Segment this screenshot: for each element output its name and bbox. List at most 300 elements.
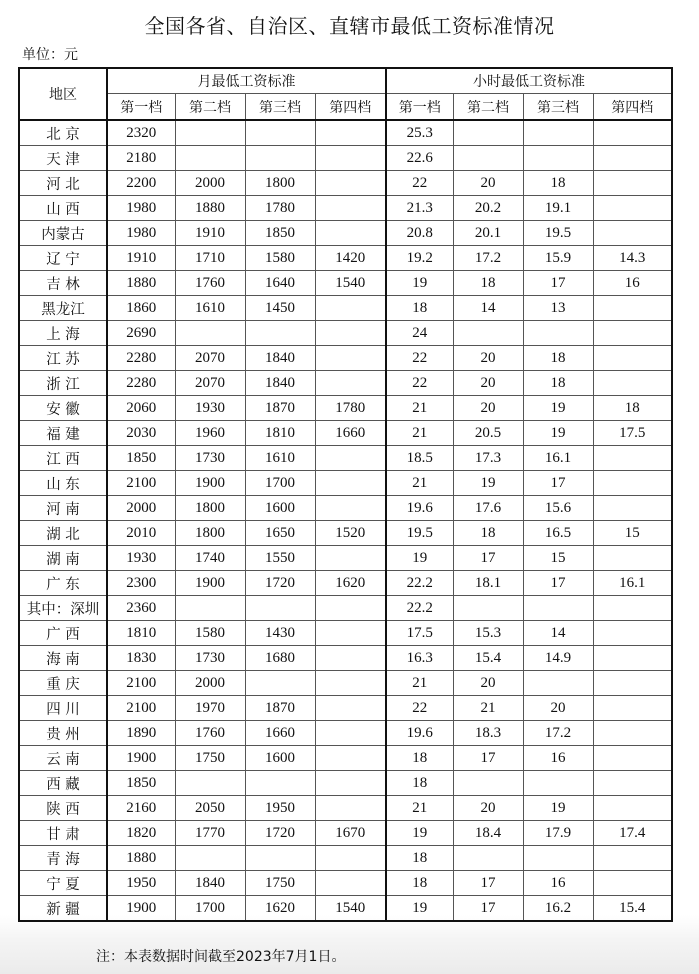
hourly-tier-4-cell xyxy=(593,321,672,346)
monthly-tier-4-cell xyxy=(315,696,386,721)
monthly-tier-4-cell xyxy=(315,796,386,821)
region-cell: 湖 北 xyxy=(19,521,107,546)
hourly-tier-2-cell xyxy=(453,120,523,146)
monthly-tier-3-cell xyxy=(245,671,315,696)
monthly-tier-4-cell xyxy=(315,871,386,896)
region-cell: 云 南 xyxy=(19,746,107,771)
hourly-tier-1-cell: 20.8 xyxy=(386,221,453,246)
hourly-tier-3-cell xyxy=(523,120,593,146)
region-cell: 江 苏 xyxy=(19,346,107,371)
monthly-tier-1-cell: 2060 xyxy=(107,396,175,421)
hourly-tier-4-cell xyxy=(593,120,672,146)
table-row xyxy=(19,321,672,346)
hourly-tier-2-cell: 20 xyxy=(453,796,523,821)
hourly-tier-2-cell: 17 xyxy=(453,746,523,771)
monthly-tier-4-cell: 1540 xyxy=(315,271,386,296)
monthly-tier-1-cell: 1850 xyxy=(107,771,175,796)
monthly-tier-1-cell: 2280 xyxy=(107,346,175,371)
hourly-tier-3-cell: 16 xyxy=(523,746,593,771)
region-cell: 浙 江 xyxy=(19,371,107,396)
monthly-tier-2-cell: 1700 xyxy=(175,896,245,922)
monthly-tier-2-cell: 1610 xyxy=(175,296,245,321)
monthly-tier-1-cell: 2690 xyxy=(107,321,175,346)
monthly-tier-3-cell: 1720 xyxy=(245,571,315,596)
monthly-tier-1-cell: 2100 xyxy=(107,471,175,496)
monthly-tier-1-header: 第一档 xyxy=(107,94,175,121)
monthly-tier-1-cell: 1980 xyxy=(107,221,175,246)
minimum-wage-table xyxy=(18,67,673,922)
hourly-tier-2-cell: 20 xyxy=(453,346,523,371)
hourly-tier-4-cell xyxy=(593,746,672,771)
hourly-tier-4-cell: 16 xyxy=(593,271,672,296)
monthly-tier-4-cell: 1420 xyxy=(315,246,386,271)
hourly-tier-4-cell xyxy=(593,871,672,896)
monthly-tier-1-cell: 2100 xyxy=(107,696,175,721)
monthly-tier-4-header: 第四档 xyxy=(315,94,386,121)
region-cell: 内蒙古 xyxy=(19,221,107,246)
monthly-tier-1-cell: 2360 xyxy=(107,596,175,621)
region-cell: 陕 西 xyxy=(19,796,107,821)
monthly-tier-3-cell: 1780 xyxy=(245,196,315,221)
table-row xyxy=(19,471,672,496)
monthly-tier-2-cell: 1800 xyxy=(175,521,245,546)
hourly-tier-2-cell: 20 xyxy=(453,371,523,396)
monthly-tier-3-cell: 1660 xyxy=(245,721,315,746)
region-cell: 河 北 xyxy=(19,171,107,196)
monthly-tier-2-cell: 1930 xyxy=(175,396,245,421)
monthly-tier-3-cell: 1450 xyxy=(245,296,315,321)
table-row xyxy=(19,821,672,846)
region-header: 地区 xyxy=(19,68,107,120)
monthly-tier-1-cell: 2030 xyxy=(107,421,175,446)
region-cell: 重 庆 xyxy=(19,671,107,696)
hourly-tier-1-cell: 22.2 xyxy=(386,571,453,596)
table-row xyxy=(19,896,672,922)
monthly-tier-2-cell: 1900 xyxy=(175,471,245,496)
table-row xyxy=(19,421,672,446)
hourly-tier-3-cell: 18 xyxy=(523,346,593,371)
hourly-tier-3-cell: 19 xyxy=(523,796,593,821)
monthly-tier-1-cell: 1810 xyxy=(107,621,175,646)
hourly-tier-2-cell xyxy=(453,146,523,171)
monthly-tier-2-cell: 1910 xyxy=(175,221,245,246)
monthly-tier-2-cell xyxy=(175,596,245,621)
monthly-tier-4-cell xyxy=(315,471,386,496)
monthly-tier-2-cell: 1580 xyxy=(175,621,245,646)
hourly-tier-1-cell: 21 xyxy=(386,796,453,821)
hourly-tier-4-cell xyxy=(593,721,672,746)
monthly-tier-2-cell: 1800 xyxy=(175,496,245,521)
monthly-tier-4-cell xyxy=(315,771,386,796)
monthly-tier-4-cell xyxy=(315,171,386,196)
monthly-tier-3-cell: 1680 xyxy=(245,646,315,671)
hourly-tier-3-cell: 18 xyxy=(523,371,593,396)
hourly-tier-2-cell: 20.2 xyxy=(453,196,523,221)
monthly-tier-3-cell xyxy=(245,321,315,346)
table-row xyxy=(19,771,672,796)
region-cell: 四 川 xyxy=(19,696,107,721)
monthly-tier-2-cell: 1730 xyxy=(175,446,245,471)
monthly-tier-2-cell: 1760 xyxy=(175,721,245,746)
hourly-tier-3-cell: 17.2 xyxy=(523,721,593,746)
hourly-tier-2-cell: 18.3 xyxy=(453,721,523,746)
table-row xyxy=(19,120,672,146)
region-cell: 河 南 xyxy=(19,496,107,521)
hourly-tier-4-cell: 15.4 xyxy=(593,896,672,922)
table-row xyxy=(19,496,672,521)
hourly-tier-1-cell: 18.5 xyxy=(386,446,453,471)
hourly-tier-3-cell: 16.2 xyxy=(523,896,593,922)
table-body xyxy=(19,120,672,921)
region-cell: 其中：深圳 xyxy=(19,596,107,621)
monthly-tier-4-cell xyxy=(315,321,386,346)
hourly-tier-2-cell xyxy=(453,321,523,346)
hourly-tier-2-cell: 17 xyxy=(453,546,523,571)
hourly-tier-3-cell xyxy=(523,846,593,871)
region-cell: 广 西 xyxy=(19,621,107,646)
monthly-tier-2-cell: 1740 xyxy=(175,546,245,571)
hourly-tier-4-header: 第四档 xyxy=(593,94,672,121)
monthly-tier-2-cell xyxy=(175,771,245,796)
monthly-tier-1-cell: 1900 xyxy=(107,896,175,922)
monthly-tier-3-cell: 1840 xyxy=(245,346,315,371)
header-row-tiers xyxy=(19,94,672,121)
monthly-tier-3-cell xyxy=(245,771,315,796)
monthly-tier-4-cell xyxy=(315,446,386,471)
hourly-tier-2-cell: 20 xyxy=(453,671,523,696)
monthly-tier-4-cell: 1540 xyxy=(315,896,386,922)
monthly-tier-4-cell xyxy=(315,196,386,221)
monthly-tier-1-cell: 2320 xyxy=(107,120,175,146)
hourly-tier-3-cell: 18 xyxy=(523,171,593,196)
hourly-tier-4-cell xyxy=(593,671,672,696)
hourly-tier-2-cell: 17.2 xyxy=(453,246,523,271)
monthly-tier-1-cell: 2010 xyxy=(107,521,175,546)
hourly-tier-2-cell: 18 xyxy=(453,521,523,546)
hourly-tier-4-cell: 15 xyxy=(593,521,672,546)
region-cell: 甘 肃 xyxy=(19,821,107,846)
table-row xyxy=(19,646,672,671)
hourly-tier-4-cell xyxy=(593,771,672,796)
hourly-tier-4-cell: 17.4 xyxy=(593,821,672,846)
hourly-tier-4-cell xyxy=(593,146,672,171)
hourly-tier-2-cell xyxy=(453,596,523,621)
table-row xyxy=(19,271,672,296)
monthly-tier-3-cell: 1810 xyxy=(245,421,315,446)
table-row xyxy=(19,871,672,896)
hourly-tier-3-cell: 13 xyxy=(523,296,593,321)
hourly-tier-4-cell xyxy=(593,371,672,396)
monthly-tier-2-cell: 1900 xyxy=(175,571,245,596)
hourly-tier-4-cell xyxy=(593,846,672,871)
hourly-tier-1-cell: 18 xyxy=(386,746,453,771)
table-row xyxy=(19,371,672,396)
hourly-tier-2-cell: 20 xyxy=(453,171,523,196)
hourly-tier-3-cell: 15 xyxy=(523,546,593,571)
hourly-tier-3-cell: 19 xyxy=(523,396,593,421)
hourly-tier-1-cell: 18 xyxy=(386,846,453,871)
monthly-tier-3-cell: 1870 xyxy=(245,396,315,421)
hourly-tier-4-cell xyxy=(593,621,672,646)
monthly-tier-4-cell xyxy=(315,621,386,646)
hourly-tier-3-cell: 19.1 xyxy=(523,196,593,221)
hourly-tier-2-cell xyxy=(453,846,523,871)
header-row-groups xyxy=(19,68,672,94)
monthly-tier-2-cell: 1840 xyxy=(175,871,245,896)
monthly-tier-3-cell: 1750 xyxy=(245,871,315,896)
hourly-tier-4-cell xyxy=(593,796,672,821)
hourly-tier-2-cell: 17.3 xyxy=(453,446,523,471)
hourly-tier-3-header: 第三档 xyxy=(523,94,593,121)
monthly-tier-4-cell xyxy=(315,296,386,321)
table-row xyxy=(19,196,672,221)
hourly-tier-4-cell xyxy=(593,346,672,371)
hourly-tier-2-header: 第二档 xyxy=(453,94,523,121)
hourly-tier-4-cell: 16.1 xyxy=(593,571,672,596)
table-row xyxy=(19,296,672,321)
monthly-tier-4-cell xyxy=(315,346,386,371)
region-cell: 天 津 xyxy=(19,146,107,171)
monthly-tier-3-cell: 1950 xyxy=(245,796,315,821)
table-row xyxy=(19,521,672,546)
monthly-tier-1-cell: 1930 xyxy=(107,546,175,571)
hourly-tier-1-cell: 16.3 xyxy=(386,646,453,671)
table-row xyxy=(19,246,672,271)
monthly-tier-4-cell xyxy=(315,721,386,746)
hourly-tier-3-cell: 16.1 xyxy=(523,446,593,471)
table-row xyxy=(19,621,672,646)
hourly-tier-1-cell: 18 xyxy=(386,771,453,796)
hourly-tier-2-cell: 21 xyxy=(453,696,523,721)
region-cell: 海 南 xyxy=(19,646,107,671)
region-cell: 辽 宁 xyxy=(19,246,107,271)
region-cell: 江 西 xyxy=(19,446,107,471)
table-row xyxy=(19,146,672,171)
hourly-tier-3-cell xyxy=(523,771,593,796)
monthly-group-header: 月最低工资标准 xyxy=(107,68,386,94)
table-row xyxy=(19,396,672,421)
hourly-tier-3-cell: 19.5 xyxy=(523,221,593,246)
hourly-tier-1-cell: 21.3 xyxy=(386,196,453,221)
monthly-tier-2-cell: 1710 xyxy=(175,246,245,271)
hourly-tier-3-cell: 20 xyxy=(523,696,593,721)
hourly-tier-4-cell xyxy=(593,221,672,246)
monthly-tier-2-cell: 1750 xyxy=(175,746,245,771)
monthly-tier-4-cell xyxy=(315,221,386,246)
hourly-tier-3-cell xyxy=(523,146,593,171)
monthly-tier-1-cell: 1910 xyxy=(107,246,175,271)
monthly-tier-1-cell: 1860 xyxy=(107,296,175,321)
hourly-tier-1-cell: 22 xyxy=(386,696,453,721)
hourly-tier-1-cell: 19 xyxy=(386,271,453,296)
monthly-tier-4-cell xyxy=(315,546,386,571)
monthly-tier-4-cell xyxy=(315,596,386,621)
hourly-tier-3-cell xyxy=(523,671,593,696)
hourly-tier-3-cell: 14 xyxy=(523,621,593,646)
hourly-tier-1-cell: 24 xyxy=(386,321,453,346)
monthly-tier-3-cell: 1600 xyxy=(245,746,315,771)
region-cell: 北 京 xyxy=(19,120,107,146)
monthly-tier-3-cell: 1870 xyxy=(245,696,315,721)
hourly-tier-3-cell: 19 xyxy=(523,421,593,446)
region-cell: 宁 夏 xyxy=(19,871,107,896)
monthly-tier-4-cell xyxy=(315,496,386,521)
hourly-tier-1-cell: 22.6 xyxy=(386,146,453,171)
hourly-tier-1-cell: 22 xyxy=(386,371,453,396)
hourly-tier-3-cell xyxy=(523,596,593,621)
hourly-tier-4-cell xyxy=(593,296,672,321)
hourly-tier-3-cell: 17 xyxy=(523,471,593,496)
hourly-tier-1-cell: 17.5 xyxy=(386,621,453,646)
hourly-tier-4-cell xyxy=(593,496,672,521)
hourly-tier-1-cell: 19 xyxy=(386,896,453,922)
hourly-tier-2-cell: 17 xyxy=(453,896,523,922)
region-cell: 上 海 xyxy=(19,321,107,346)
table-row xyxy=(19,221,672,246)
table-row xyxy=(19,346,672,371)
hourly-tier-4-cell xyxy=(593,696,672,721)
monthly-tier-2-cell: 2070 xyxy=(175,346,245,371)
monthly-tier-3-cell: 1550 xyxy=(245,546,315,571)
region-cell: 黑龙江 xyxy=(19,296,107,321)
monthly-tier-3-header: 第三档 xyxy=(245,94,315,121)
hourly-group-header: 小时最低工资标准 xyxy=(386,68,672,94)
hourly-tier-1-cell: 21 xyxy=(386,421,453,446)
table-row xyxy=(19,446,672,471)
monthly-tier-2-cell xyxy=(175,146,245,171)
monthly-tier-2-cell: 1760 xyxy=(175,271,245,296)
hourly-tier-1-cell: 21 xyxy=(386,396,453,421)
table-row xyxy=(19,696,672,721)
hourly-tier-4-cell: 18 xyxy=(593,396,672,421)
monthly-tier-1-cell: 1950 xyxy=(107,871,175,896)
monthly-tier-2-cell: 2050 xyxy=(175,796,245,821)
hourly-tier-3-cell: 15.6 xyxy=(523,496,593,521)
hourly-tier-2-cell: 14 xyxy=(453,296,523,321)
monthly-tier-3-cell xyxy=(245,120,315,146)
monthly-tier-4-cell: 1670 xyxy=(315,821,386,846)
monthly-tier-2-cell: 1970 xyxy=(175,696,245,721)
hourly-tier-3-cell: 16.5 xyxy=(523,521,593,546)
monthly-tier-1-cell: 1880 xyxy=(107,846,175,871)
region-cell: 新 疆 xyxy=(19,896,107,922)
monthly-tier-1-cell: 1890 xyxy=(107,721,175,746)
monthly-tier-1-cell: 2100 xyxy=(107,671,175,696)
monthly-tier-4-cell: 1620 xyxy=(315,571,386,596)
monthly-tier-1-cell: 1820 xyxy=(107,821,175,846)
hourly-tier-2-cell xyxy=(453,771,523,796)
monthly-tier-2-cell xyxy=(175,846,245,871)
monthly-tier-1-cell: 1900 xyxy=(107,746,175,771)
table-row xyxy=(19,596,672,621)
hourly-tier-3-cell: 17 xyxy=(523,271,593,296)
hourly-tier-1-cell: 19.5 xyxy=(386,521,453,546)
monthly-tier-4-cell: 1520 xyxy=(315,521,386,546)
region-cell: 山 西 xyxy=(19,196,107,221)
monthly-tier-3-cell: 1430 xyxy=(245,621,315,646)
monthly-tier-1-cell: 1850 xyxy=(107,446,175,471)
monthly-tier-3-cell: 1610 xyxy=(245,446,315,471)
hourly-tier-1-cell: 22 xyxy=(386,346,453,371)
hourly-tier-2-cell: 20 xyxy=(453,396,523,421)
hourly-tier-4-cell xyxy=(593,646,672,671)
monthly-tier-3-cell: 1640 xyxy=(245,271,315,296)
monthly-tier-1-cell: 2000 xyxy=(107,496,175,521)
hourly-tier-3-cell: 17.9 xyxy=(523,821,593,846)
hourly-tier-2-cell: 17.6 xyxy=(453,496,523,521)
hourly-tier-1-cell: 21 xyxy=(386,671,453,696)
monthly-tier-2-cell: 1770 xyxy=(175,821,245,846)
monthly-tier-1-cell: 2160 xyxy=(107,796,175,821)
monthly-tier-3-cell xyxy=(245,146,315,171)
hourly-tier-3-cell: 17 xyxy=(523,571,593,596)
monthly-tier-1-cell: 1880 xyxy=(107,271,175,296)
monthly-tier-2-header: 第二档 xyxy=(175,94,245,121)
table-row xyxy=(19,171,672,196)
hourly-tier-1-cell: 19.6 xyxy=(386,721,453,746)
monthly-tier-2-cell: 2000 xyxy=(175,171,245,196)
monthly-tier-4-cell: 1660 xyxy=(315,421,386,446)
monthly-tier-4-cell xyxy=(315,371,386,396)
monthly-tier-1-cell: 2180 xyxy=(107,146,175,171)
table-row xyxy=(19,846,672,871)
hourly-tier-2-cell: 18 xyxy=(453,271,523,296)
table-row xyxy=(19,571,672,596)
region-cell: 安 徽 xyxy=(19,396,107,421)
hourly-tier-1-cell: 19.6 xyxy=(386,496,453,521)
hourly-tier-2-cell: 18.1 xyxy=(453,571,523,596)
footnote: 注：本表数据时间截至2023年7月1日。 xyxy=(96,949,346,965)
hourly-tier-1-cell: 21 xyxy=(386,471,453,496)
hourly-tier-1-cell: 22 xyxy=(386,171,453,196)
region-cell: 山 东 xyxy=(19,471,107,496)
hourly-tier-3-cell: 16 xyxy=(523,871,593,896)
monthly-tier-2-cell xyxy=(175,321,245,346)
monthly-tier-4-cell xyxy=(315,120,386,146)
region-cell: 广 东 xyxy=(19,571,107,596)
monthly-tier-4-cell: 1780 xyxy=(315,396,386,421)
hourly-tier-1-header: 第一档 xyxy=(386,94,453,121)
page-title: 全国各省、自治区、直辖市最低工资标准情况 xyxy=(144,14,555,38)
monthly-tier-1-cell: 1980 xyxy=(107,196,175,221)
monthly-tier-4-cell xyxy=(315,646,386,671)
monthly-tier-1-cell: 2280 xyxy=(107,371,175,396)
region-cell: 福 建 xyxy=(19,421,107,446)
hourly-tier-1-cell: 18 xyxy=(386,296,453,321)
table-row xyxy=(19,546,672,571)
monthly-tier-3-cell: 1580 xyxy=(245,246,315,271)
monthly-tier-3-cell: 1650 xyxy=(245,521,315,546)
monthly-tier-2-cell: 2000 xyxy=(175,671,245,696)
monthly-tier-1-cell: 2200 xyxy=(107,171,175,196)
monthly-tier-4-cell xyxy=(315,671,386,696)
region-cell: 西 藏 xyxy=(19,771,107,796)
hourly-tier-2-cell: 15.4 xyxy=(453,646,523,671)
monthly-tier-4-cell xyxy=(315,846,386,871)
hourly-tier-4-cell xyxy=(593,171,672,196)
hourly-tier-2-cell: 20.1 xyxy=(453,221,523,246)
hourly-tier-4-cell: 17.5 xyxy=(593,421,672,446)
hourly-tier-4-cell xyxy=(593,471,672,496)
hourly-tier-3-cell xyxy=(523,321,593,346)
monthly-tier-3-cell: 1600 xyxy=(245,496,315,521)
monthly-tier-4-cell xyxy=(315,146,386,171)
monthly-tier-2-cell: 2070 xyxy=(175,371,245,396)
monthly-tier-2-cell xyxy=(175,120,245,146)
monthly-tier-3-cell: 1800 xyxy=(245,171,315,196)
hourly-tier-1-cell: 25.3 xyxy=(386,120,453,146)
table-row xyxy=(19,746,672,771)
